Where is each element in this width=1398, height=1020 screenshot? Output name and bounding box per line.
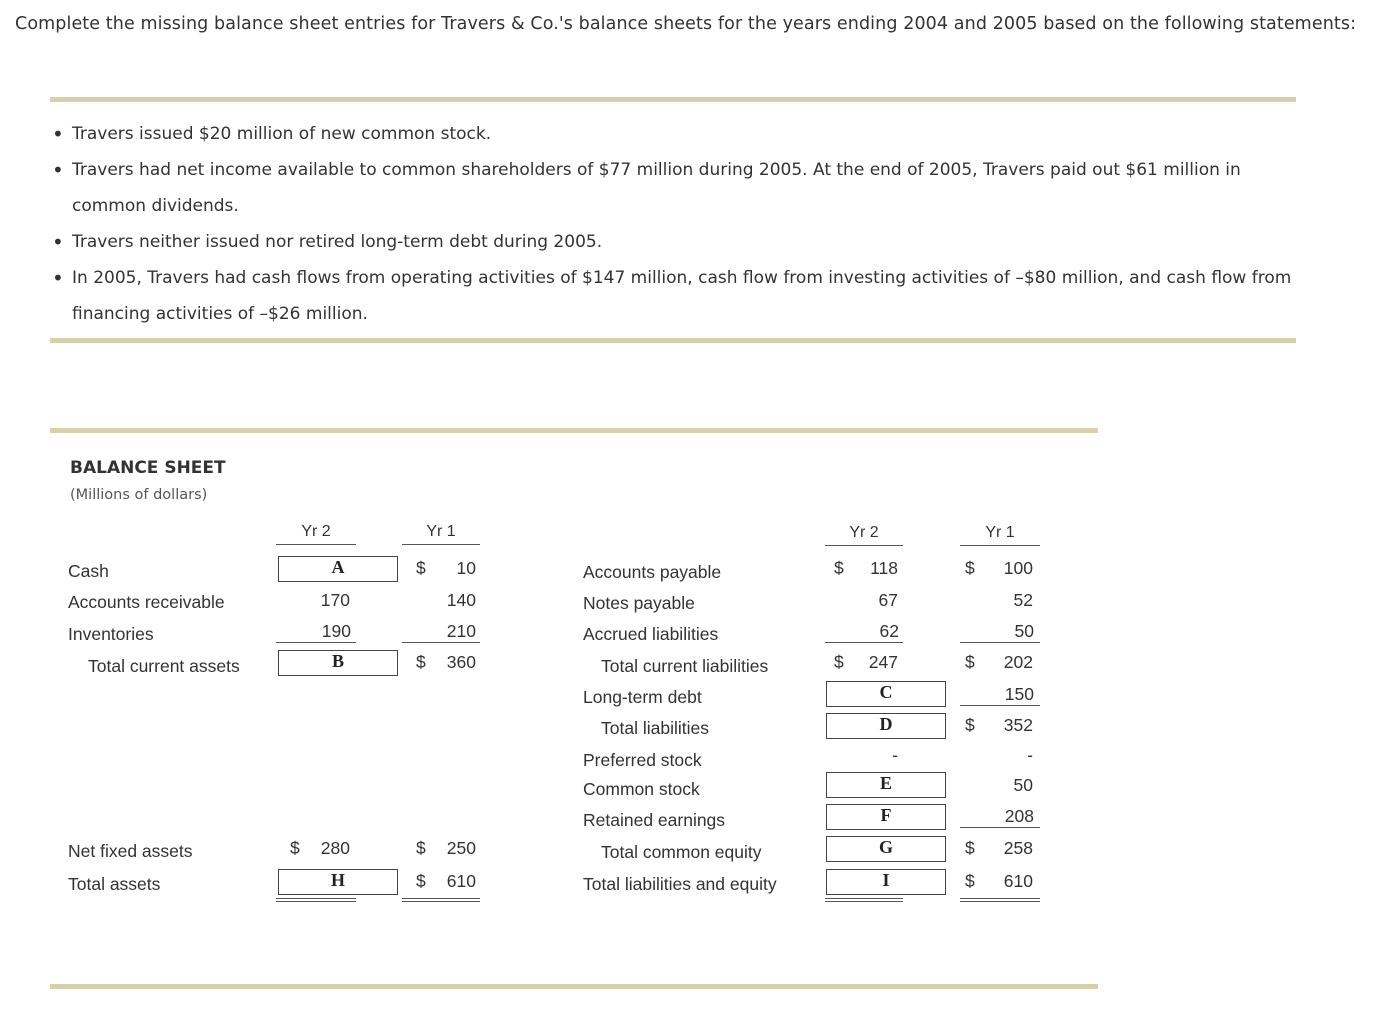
liab-yr2-header: Yr 2 [825, 524, 903, 546]
dollar-sign: $ [834, 652, 844, 672]
dollar-sign: $ [416, 558, 426, 578]
accrued-label: Accrued liabilities [583, 624, 719, 644]
dollar-sign: $ [290, 838, 300, 858]
accrued-yr2-value: 62 [825, 621, 903, 643]
inventories-yr2-value: 190 [276, 621, 356, 643]
cs-yr1-value: 50 [1013, 775, 1033, 795]
assets-yr2-header: Yr 2 [276, 523, 356, 545]
re-yr1-value: 208 [960, 806, 1040, 828]
balance-sheet-subtitle: (Millions of dollars) [70, 487, 208, 503]
ar-label: Accounts receivable [68, 592, 225, 612]
double-underline [402, 898, 480, 902]
ar-yr1-value: 140 [446, 590, 476, 610]
dollar-sign: $ [834, 558, 844, 578]
dollar-sign: $ [416, 652, 426, 672]
ap-label: Accounts payable [583, 562, 722, 582]
statement-item: • Travers issued $20 million of new common stock. [50, 116, 1300, 152]
double-underline [825, 898, 903, 902]
liab-yr1-header: Yr 1 [960, 524, 1040, 546]
ps-yr2-dash: - [892, 745, 898, 765]
statement-item: • Travers had net income available to common shareholders of $77 million during 2005. At the end of 2005, Travers paid out $61 million in common dividends. [50, 152, 1300, 224]
intro-text: Complete the missing balance sheet entries for Travers & Co.'s balance sheets for the years ending 2004 and 2005 based on the following statements: [15, 14, 1357, 34]
ltd-yr1-value: 150 [960, 684, 1040, 706]
table-bottom-divider [50, 984, 1098, 989]
tl-yr2-answer-box[interactable]: D [826, 713, 946, 739]
tle-yr2-answer-box[interactable]: I [826, 869, 946, 895]
ap-yr1-value: $ 100 [965, 558, 1033, 578]
statement-item: • In 2005, Travers had cash flows from operating activities of $147 million, cash flow from investing activities of –$80 million, and cash flow from financing activities of –$26 million. [50, 260, 1300, 332]
cs-label: Common stock [583, 779, 700, 799]
dollar-sign: $ [965, 652, 975, 672]
ps-label: Preferred stock [583, 750, 702, 770]
double-underline [276, 898, 356, 902]
cash-label: Cash [68, 561, 109, 581]
dollar-sign: $ [416, 838, 426, 858]
ps-yr1-dash: - [1027, 745, 1033, 765]
tcl-yr1-value: $ 202 [965, 652, 1033, 672]
total-assets-yr1-value: $ 610 [416, 871, 476, 891]
tce-label: Total common equity [601, 842, 762, 862]
tle-label: Total liabilities and equity [583, 874, 777, 894]
tcl-yr2-value: $ 247 [834, 652, 898, 672]
bullets-divider [50, 338, 1296, 343]
tl-yr1-value: $ 352 [965, 715, 1033, 735]
dollar-sign: $ [965, 558, 975, 578]
inventories-yr1-value: 210 [402, 621, 480, 643]
np-label: Notes payable [583, 593, 695, 613]
table-top-divider [50, 428, 1098, 433]
accrued-yr1-value: 50 [960, 621, 1040, 643]
tle-yr1-value: $ 610 [965, 871, 1033, 891]
tca-yr1-value: $ 360 [416, 652, 476, 672]
balance-sheet-title: BALANCE SHEET [70, 458, 226, 478]
ar-yr2-value: 170 [320, 590, 350, 610]
tl-label: Total liabilities [601, 718, 709, 738]
double-underline [960, 898, 1040, 902]
dollar-sign: $ [965, 871, 975, 891]
tca-yr2-answer-box[interactable]: B [278, 650, 398, 676]
statement-list [50, 116, 1300, 332]
cash-yr2-answer-box[interactable]: A [278, 556, 398, 582]
dollar-sign: $ [965, 715, 975, 735]
tce-yr1-value: $ 258 [965, 838, 1033, 858]
statement-item: • Travers neither issued nor retired long-term debt during 2005. [50, 224, 1300, 260]
re-label: Retained earnings [583, 810, 726, 830]
dollar-sign: $ [416, 871, 426, 891]
top-divider [50, 97, 1296, 102]
inventories-label: Inventories [68, 624, 154, 644]
nfa-label: Net fixed assets [68, 841, 193, 861]
np-yr2-value: 67 [878, 590, 898, 610]
tce-yr2-answer-box[interactable]: G [826, 836, 946, 862]
ltd-label: Long-term debt [583, 687, 702, 707]
re-yr2-answer-box[interactable]: F [826, 804, 946, 830]
nfa-yr2-value: $ 280 [290, 838, 350, 858]
dollar-sign: $ [965, 838, 975, 858]
total-assets-yr2-answer-box[interactable]: H [278, 869, 398, 895]
ap-yr2-value: $ 118 [834, 558, 898, 578]
cash-yr1-value: $ 10 [416, 558, 476, 578]
nfa-yr1-value: $ 250 [416, 838, 476, 858]
assets-yr1-header: Yr 1 [402, 523, 480, 545]
cs-yr2-answer-box[interactable]: E [826, 772, 946, 798]
np-yr1-value: 52 [1013, 590, 1033, 610]
tca-label: Total current assets [88, 656, 240, 676]
ltd-yr2-answer-box[interactable]: C [826, 681, 946, 707]
tcl-label: Total current liabilities [601, 656, 769, 676]
total-assets-label: Total assets [68, 874, 161, 894]
